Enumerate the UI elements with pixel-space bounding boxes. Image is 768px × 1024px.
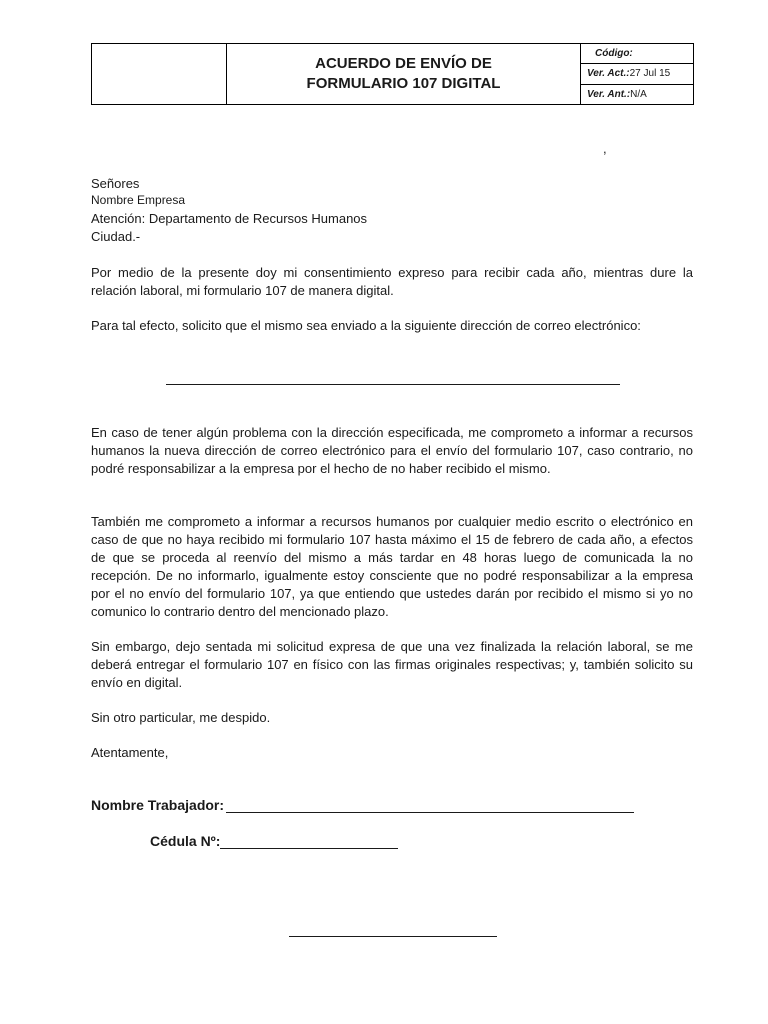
date-comma: , <box>603 141 607 156</box>
paragraph-physical-copy: Sin embargo, dejo sentada mi solicitud expresa de que una vez finalizada la relación laboral, se me deberá entregar el formulario 107 en físico con las firmas originales respectivas; y, también solicito su envío en digital. <box>91 639 693 690</box>
addressee-attention: Atención: Departamento de Recursos Humanos <box>91 211 368 226</box>
title-line-1: ACUERDO DE ENVÍO DE <box>315 55 492 72</box>
ver-act-row <box>581 64 693 84</box>
paragraph-commitment: También me comprometo a informar a recursos humanos por cualquier medio escrito o electrónico en caso de que no haya recibido mi formulario 107 hasta máximo el 15 de febrero de cada año, a efectos de que se proceda al reenvío del mismo a más tardar en 48 horas luego de comunicada la no recepción. De no informarlo, igualmente estoy consciente que no podré responsabilizar a la empresa por el no envío del formulario 107, ya que entiendo que ustedes darán por recibido el mismo si yo no comunico lo contrario dentro del mencionado plazo. <box>91 514 693 619</box>
logo-cell <box>92 44 227 104</box>
signature-line <box>289 936 497 937</box>
paragraph-consent: Por medio de la presente doy mi consentimiento expreso para recibir cada año, mientras dure la relación laboral, mi formulario 107 de manera digital. <box>91 265 693 298</box>
codigo-row <box>581 44 693 64</box>
id-number-label: Cédula Nº: <box>150 833 221 849</box>
version-meta-cell <box>581 44 693 104</box>
paragraph-regards: Atentamente, <box>91 745 169 760</box>
addressee-city: Ciudad.- <box>91 229 141 244</box>
worker-name-label: Nombre Trabajador: <box>91 797 225 813</box>
addressee-company: Nombre Empresa <box>91 193 186 207</box>
ver-ant-row <box>581 85 693 104</box>
document-title <box>227 44 581 104</box>
title-line-2: FORMULARIO 107 DIGITAL <box>306 75 501 92</box>
paragraph-closing: Sin otro particular, me despido. <box>91 710 271 725</box>
id-number-line <box>220 848 398 849</box>
paragraph-email-request: Para tal efecto, solicito que el mismo sea enviado a la siguiente dirección de correo electrónico: <box>91 318 641 333</box>
paragraph-address-problem: En caso de tener algún problema con la dirección especificada, me comprometo a informar a recursos humanos la nueva dirección de correo electrónico para el envío del formulario 107, caso contrario, no podré responsabilizar a la empresa por el hecho de no haber recibido el mismo. <box>91 425 693 476</box>
ver-ant-label: Ver. Ant.: <box>587 88 631 100</box>
addressee-senores: Señores <box>91 176 140 191</box>
codigo-label: Código: <box>595 48 633 60</box>
email-address-line <box>166 384 620 385</box>
worker-name-line <box>226 812 634 813</box>
ver-act-label: Ver. Act.: <box>587 68 630 80</box>
ver-ant-value: N/A <box>630 88 647 100</box>
ver-act-value: 27 Jul 15 <box>629 68 671 80</box>
document-header-table <box>91 43 694 105</box>
